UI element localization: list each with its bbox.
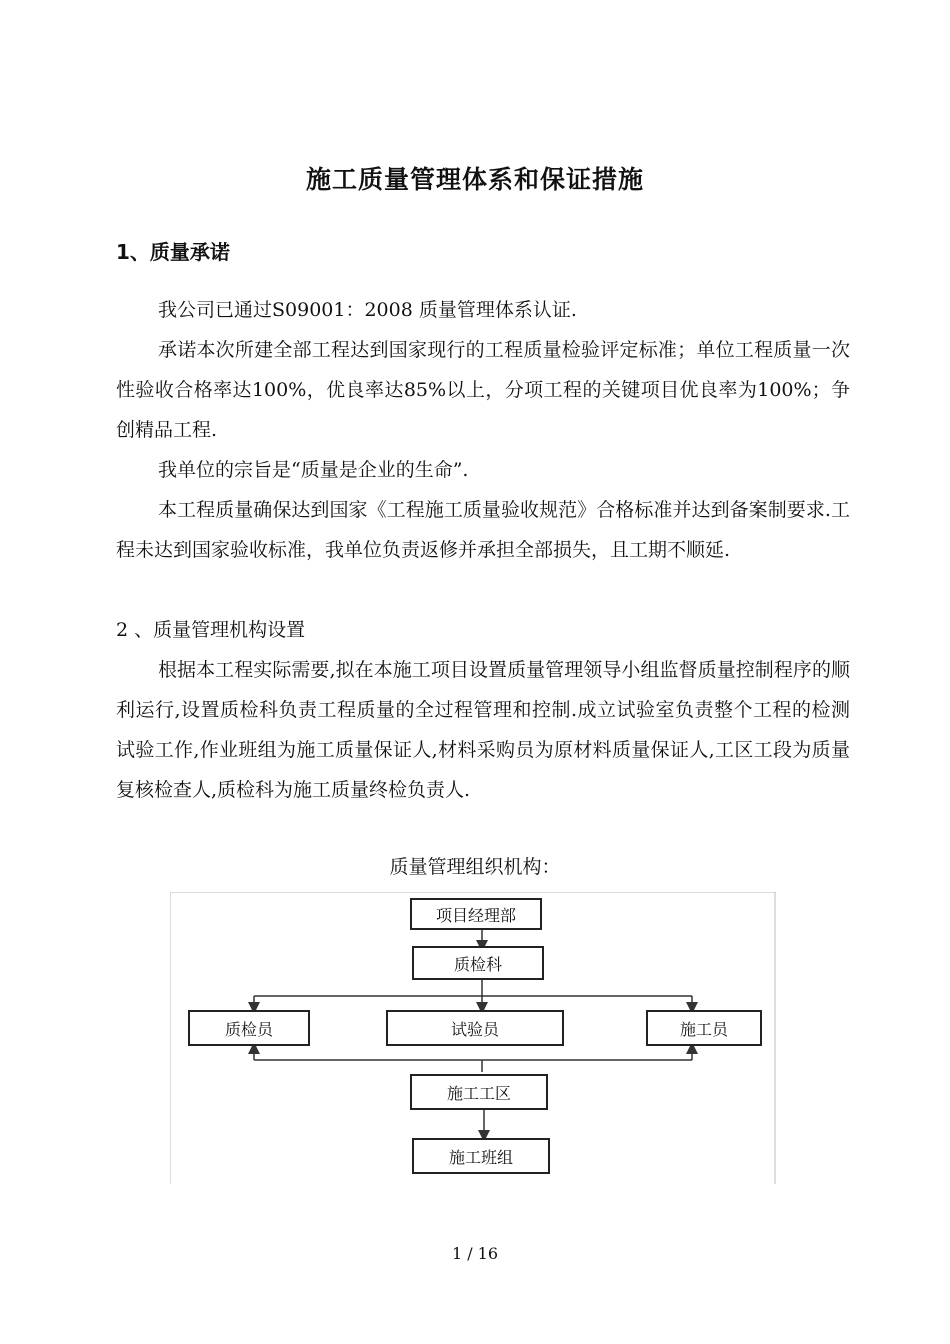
page-number: 1 / 16	[451, 1244, 499, 1263]
node-construction-team: 施工班组	[412, 1138, 550, 1174]
chart-caption: 质量管理组织机构：	[389, 856, 561, 878]
section-heading-quality-commitment: 1、质量承诺	[116, 240, 230, 264]
node-quality-inspection-dept: 质检科	[412, 946, 544, 980]
paragraph-commitment: 承诺本次所建全部工程达到国家现行的工程质量检验评定标准；单位工程质量一次性验收合格率达100%，优良率达85%以上，分项工程的关键项目优良率为100%；争创精品工程.	[116, 339, 850, 441]
node-construction-zone: 施工工区	[410, 1074, 548, 1110]
org-chart	[170, 892, 776, 1184]
section-heading-organization: 2 、质量管理机构设置	[116, 619, 306, 641]
paragraph-certification: 我公司已通过S09001：2008 质量管理体系认证.	[158, 299, 577, 321]
paragraph-motto: 我单位的宗旨是“质量是企业的生命”.	[158, 459, 469, 481]
paragraph-standard: 本工程质量确保达到国家《工程施工质量验收规范》合格标准并达到备案制要求.工程未达到国家验收标准，我单位负责返修并承担全部损失，且工期不顺延.	[116, 499, 850, 561]
node-tester: 试验员	[386, 1010, 564, 1046]
paragraph-organization: 根据本工程实际需要,拟在本施工项目设置质量管理领导小组监督质量控制程序的顺利运行,设置质检科负责工程质量的全过程管理和控制.成立试验室负责整个工程的检测试验工作,作业班组为施工质量保证人,材料采购员为原材料质量保证人,工区工段为质量复核检查人,质检科为施工质量终检负责人.	[116, 659, 850, 801]
node-quality-inspector: 质检员	[188, 1010, 310, 1046]
node-constructor: 施工员	[646, 1010, 762, 1046]
node-project-management: 项目经理部	[410, 898, 542, 930]
document-title: 施工质量管理体系和保证措施	[305, 165, 644, 194]
